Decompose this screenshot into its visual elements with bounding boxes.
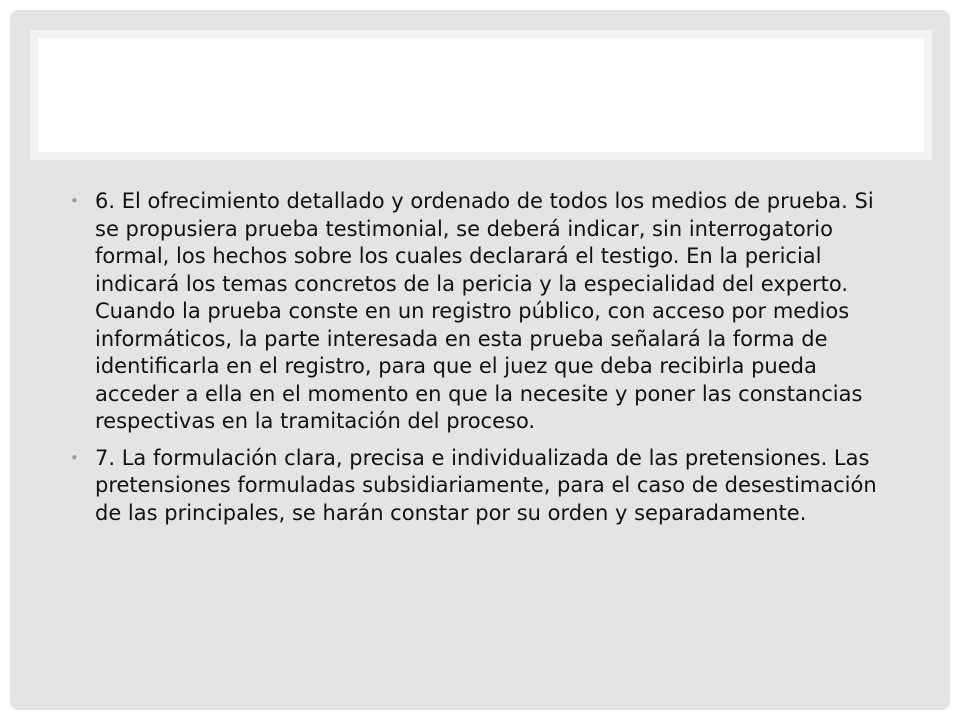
bullet-item-6 — [70, 188, 880, 436]
slide-canvas — [10, 10, 950, 710]
bullet-item-7 — [70, 445, 880, 528]
title-placeholder — [30, 30, 932, 160]
bullet-text: 6. El ofrecimiento detallado y ordenado de todos los medios de prueba. Si se propusiera prueba testimonial, se deberá indicar, sin interrogatorio formal, los hechos sobre los cuales declarará el testigo. En la pericial indicará los temas concretos de la pericia y la especialidad del experto. Cuando la prueba conste en un registro público, con acceso por medios informáticos, la parte interesada en esta prueba señalará la forma de identificarla en el registro, para que el juez que deba recibirla pueda acceder a ella en el momento en que la necesite y poner las constancias respectivas en la tramitación del proceso. — [95, 189, 874, 433]
bullet-dot-icon: • — [70, 192, 79, 210]
bullet-dot-icon: • — [70, 448, 79, 467]
bullet-text: 7. La formulación clara, precisa e individualizada de las pretensiones. Las pretensiones formuladas subsidiariamente, para el caso de desestimación de las principales, se harán constar por su orden y separadamente. — [95, 445, 877, 525]
bullet-list — [70, 188, 880, 536]
